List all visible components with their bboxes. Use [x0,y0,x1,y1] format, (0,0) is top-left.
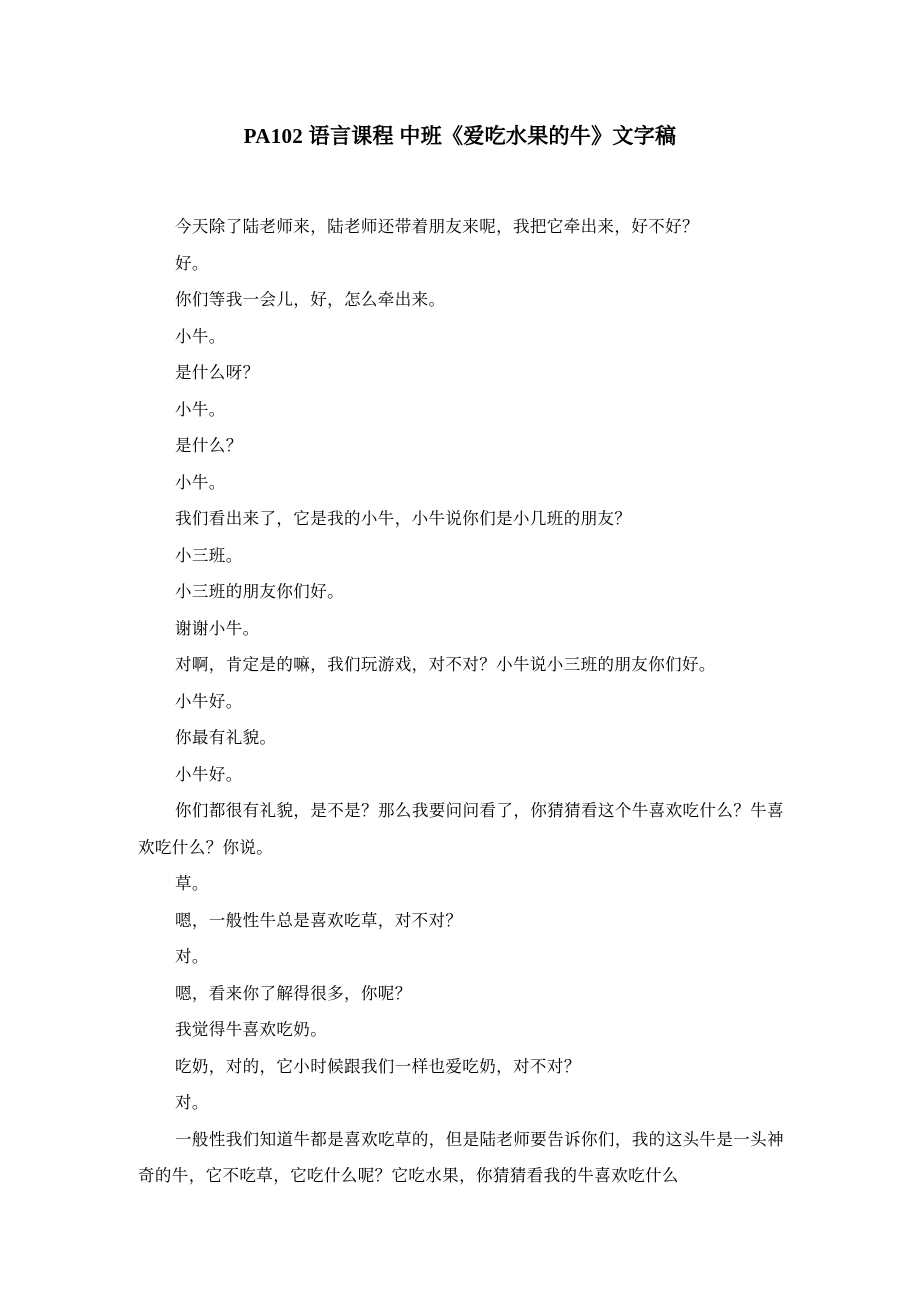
paragraph: 小牛。 [175,472,226,492]
paragraph: 一般性我们知道牛都是喜欢吃草的，但是陆老师要告诉你们，我的这头牛是一头神奇的牛，它不吃草，它吃什么呢？它吃水果，你猜猜看我的牛喜欢吃什么 [138,1129,784,1185]
paragraph: 吃奶，对的，它小时候跟我们一样也爱吃奶，对不对？ [175,1056,581,1076]
paragraph: 对。 [175,947,209,966]
paragraph: 我觉得牛喜欢吃奶。 [175,1020,328,1039]
paragraph: 谢谢小牛。 [175,618,260,638]
paragraph: 对啊，肯定是的嘛，我们玩游戏，对不对？小牛说小三班的朋友你们好。 [175,655,716,674]
paragraph: 嗯，看来你了解得很多，你呢？ [175,983,412,1003]
paragraph: 是什么？ [175,436,243,455]
paragraph: 小三班。 [175,545,243,565]
paragraph: 你最有礼貌。 [175,728,277,747]
paragraph: 我们看出来了，它是我的小牛，小牛说你们是小几班的朋友？ [175,509,632,528]
paragraph: 你们都很有礼貌，是不是？那么我要问问看了，你猜猜看这个牛喜欢吃什么？牛喜欢吃什么？你说。 [138,801,784,857]
paragraph: 小牛好。 [175,764,243,784]
paragraph: 今天除了陆老师来，陆老师还带着朋友来呢，我把它牵出来，好不好？ [175,217,699,236]
paragraph: 你们等我一会儿，好，怎么牵出来。 [175,290,446,309]
document-title: PA102 语言课程 中班《爱吃水果的牛》文字稿 [243,124,677,148]
paragraph: 小牛。 [175,326,226,346]
paragraph: 小牛好。 [175,691,243,711]
paragraph: 好。 [175,253,209,273]
paragraph: 草。 [175,874,209,893]
paragraph: 是什么呀？ [175,363,260,382]
document-body [138,209,784,1195]
paragraph: 嗯，一般性牛总是喜欢吃草，对不对？ [175,910,463,930]
paragraph: 对。 [175,1093,209,1112]
paragraph: 小牛。 [175,399,226,419]
paragraph: 小三班的朋友你们好。 [175,582,344,601]
